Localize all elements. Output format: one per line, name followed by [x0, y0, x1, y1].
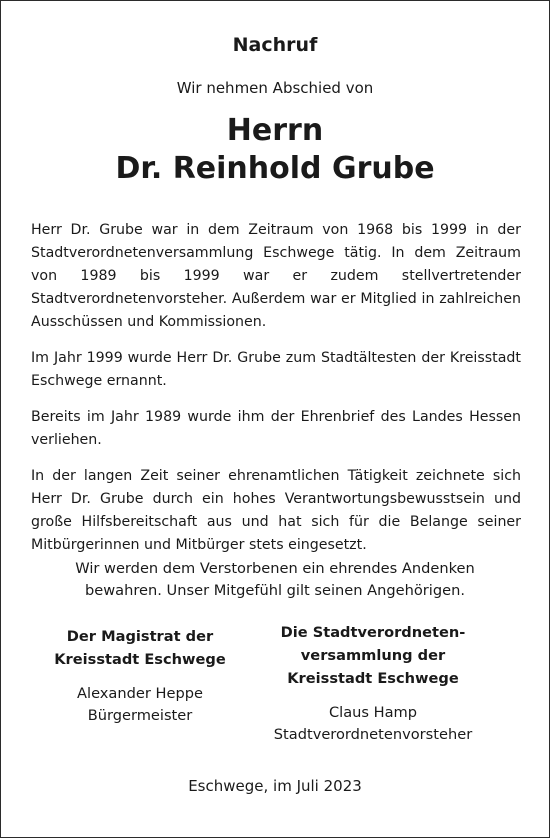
signature-org-line: Der Magistrat der [66, 628, 214, 645]
signature-org-line: Die Stadtverordneten- [280, 624, 466, 641]
deceased-salutation: Herrn [226, 113, 324, 148]
signatory-name: Claus Hamp [328, 704, 418, 721]
place-and-date: Eschwege, im Juli 2023 [188, 777, 362, 795]
signature-org-line: versammlung der [300, 647, 446, 664]
signature-magistrat [35, 625, 245, 727]
signatory [259, 702, 487, 746]
signature-organization [35, 625, 245, 671]
signature-stadtverordnetenversammlung [259, 621, 487, 746]
paragraph-ehrenbrief: Bereits im Jahr 1989 wurde ihm der Ehrenbrief des Landes Hessen verliehen. [31, 409, 521, 448]
intro-line: Wir nehmen Abschied von [176, 79, 374, 97]
signature-org-line: Kreisstadt Eschwege [287, 670, 459, 687]
signatory-title: Bürgermeister [87, 707, 193, 724]
paragraph-honorary-title: Im Jahr 1999 wurde Herr Dr. Grube zum Stadtältesten der Kreisstadt Eschwege ernannt. [31, 350, 521, 389]
signature-org-line: Kreisstadt Eschwege [54, 651, 226, 668]
closing-statement [1, 558, 549, 602]
deceased-full-name: Dr. Reinhold Grube [115, 151, 435, 186]
signature-organization [259, 621, 487, 690]
closing-line: Wir werden dem Verstorbenen ein ehrendes Andenken [75, 560, 475, 577]
paragraph-tribute: In der langen Zeit seiner ehrenamtlichen Tätigkeit zeichnete sich Herr Dr. Grube durch ein hohes Verantwortungsbewusstsein und große Hilfsbereitschaft aus und hat sich für die Belange seiner Mitbürgerinnen und Mitbürger stets eingesetzt. [31, 468, 521, 553]
closing-line: bewahren. Unser Mitgefühl gilt seinen Angehörigen. [85, 582, 465, 599]
obituary-body [31, 219, 521, 570]
signatory-name: Alexander Heppe [77, 685, 203, 702]
signatory-title: Stadtverordnetenvorsteher [273, 726, 473, 743]
deceased-name [1, 112, 549, 188]
signatory [35, 683, 245, 727]
paragraph-career: Herr Dr. Grube war in dem Zeitraum von 1968 bis 1999 in der Stadtverordnetenversammlung Eschwege tätig. In dem Zeitraum von 1989 bis 1999 war er zudem stellvertretender Stadtverordnetenvorsteher. Außerdem war er Mitglied in zahlreichen Ausschüssen und Kommissionen. [31, 222, 521, 330]
notice-heading: Nachruf [232, 34, 318, 56]
